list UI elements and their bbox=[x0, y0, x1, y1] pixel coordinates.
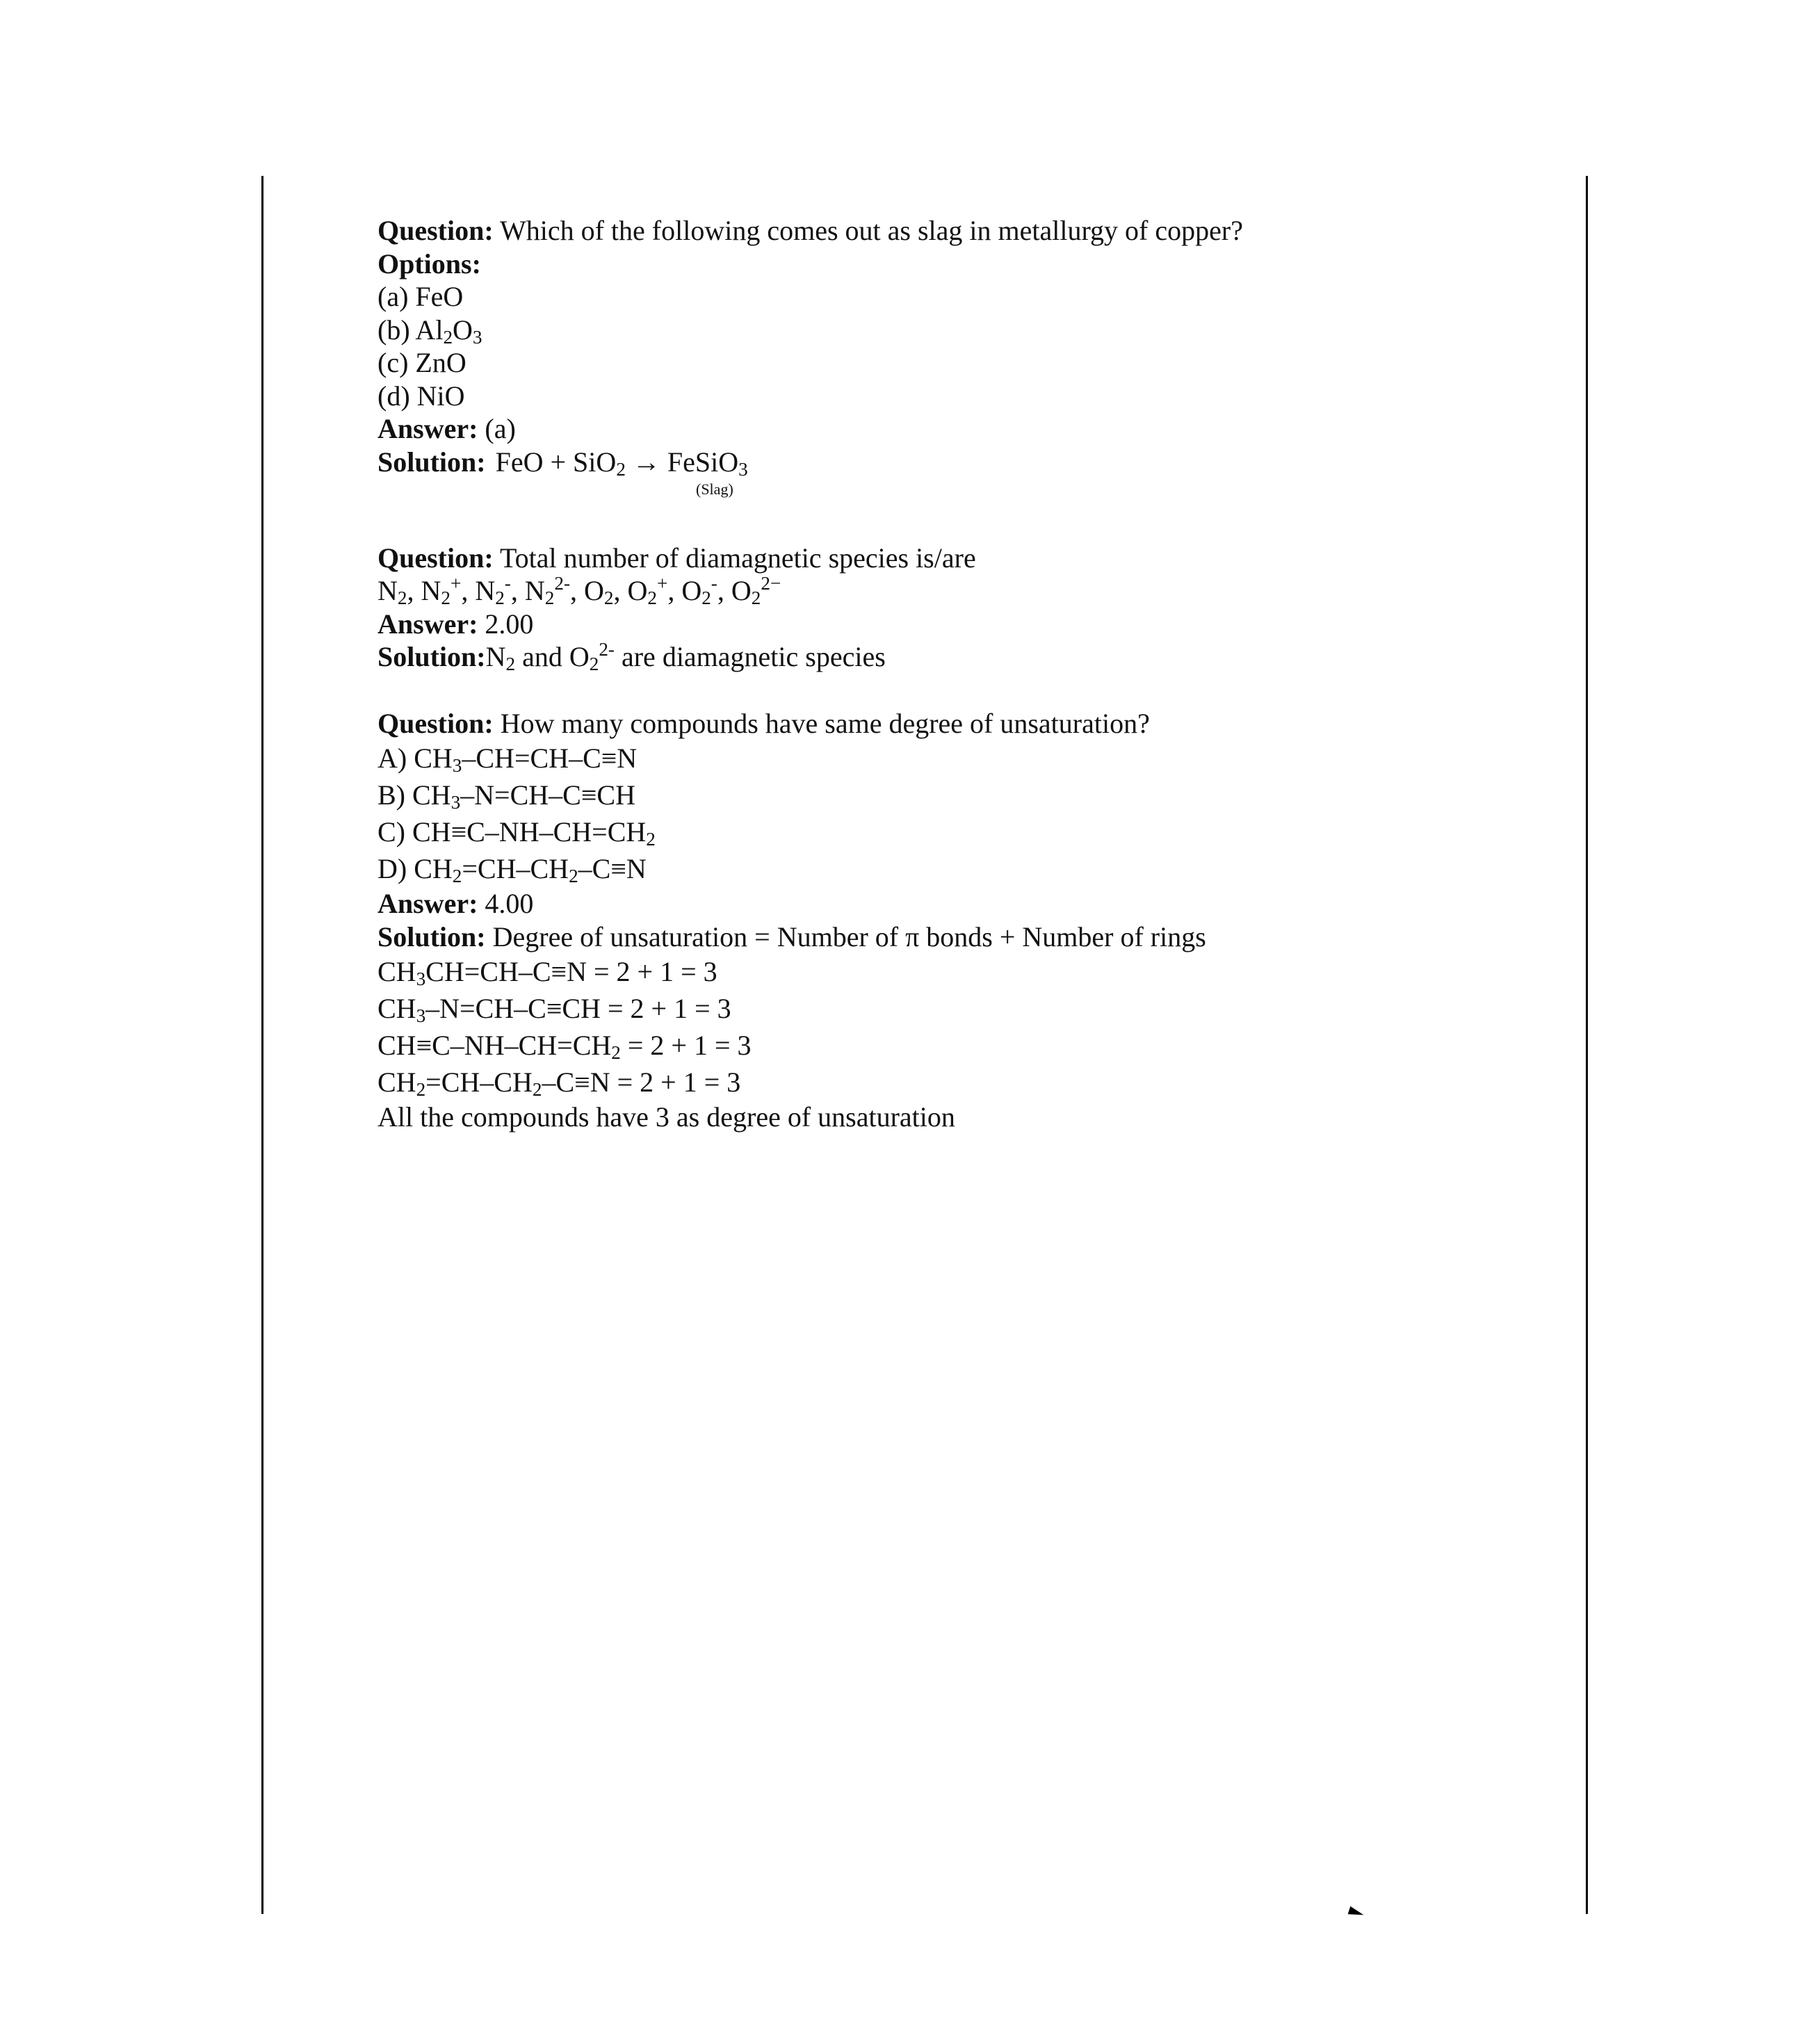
right-margin-rule bbox=[1586, 176, 1588, 1914]
q1-option-c: (c) ZnO bbox=[378, 347, 466, 378]
q1-slag-label: (Slag) bbox=[696, 480, 733, 498]
q1-solution-equation: FeO + SiO$_2$ → FeSiO$_3$ bbox=[495, 446, 748, 480]
species-item: $N_2^-$ bbox=[475, 573, 511, 608]
q1-answer: Answer: (a) bbox=[378, 413, 516, 444]
q3-compound-d: D) $CH_2=CH-CH_2-C\equiv N$ bbox=[378, 853, 647, 886]
species-item: $N_2$ bbox=[378, 575, 407, 608]
q2-question: Question: Total number of diamagnetic species is/are bbox=[378, 542, 976, 574]
q3-calc-4: $CH_2=CH-CH_2-C\equiv N = 2 + 1 = 3$ bbox=[378, 1066, 741, 1100]
q2-species-list: $N_2$, $N_2^+$, $N_2^-$, $N_2^{2-}$, $O_2$, $O_2^+$, $O_2^-$, $O_2^{2-}$ bbox=[378, 573, 781, 608]
q2-answer: Answer: 2.00 bbox=[378, 608, 534, 640]
q1-option-b: (b) $Al_2O_3$ bbox=[378, 314, 482, 348]
q1-question bbox=[378, 214, 1559, 248]
q1-option-d: (d) NiO bbox=[378, 380, 465, 412]
q3-calc-2: $CH_3-N=CH-C\equiv CH = 2 + 1 = 3$ bbox=[378, 993, 731, 1026]
left-margin-rule bbox=[261, 176, 263, 1914]
q1-question-text: Which of the following comes out as slag in metallurgy of copper? bbox=[493, 215, 1243, 246]
q3-compound-a: A) $CH_3-CH=CH-C\equiv N$ bbox=[378, 743, 638, 776]
q3-solution: Solution: Degree of unsaturation = Number of π bonds + Number of rings bbox=[378, 920, 1206, 952]
q3-answer: Answer: 4.00 bbox=[378, 888, 534, 919]
species-item: $O_2^{2-}$ bbox=[731, 573, 781, 608]
q3-calc-1: $CH_3CH=CH-C\equiv N = 2 + 1 = 3$ bbox=[378, 956, 717, 989]
q3-conclusion: All the compounds have 3 as degree of unsaturation bbox=[378, 1101, 955, 1133]
species-item: $O_2^-$ bbox=[681, 573, 717, 608]
q1-options-label: Options: bbox=[378, 248, 481, 279]
q3-question: Question: How many compounds have same degree of unsaturation? bbox=[378, 707, 1150, 739]
species-item: $O_2^+$ bbox=[627, 573, 668, 608]
species-item: $N_2^+$ bbox=[421, 573, 462, 608]
mouse-pointer-icon bbox=[1348, 1906, 1365, 1919]
q2-solution: $Solution:N_2$ and $O_2^{2-}$ are diamagnetic species bbox=[378, 639, 886, 674]
document-content bbox=[378, 214, 1559, 1134]
species-item: $N_2^{2-}$ bbox=[524, 573, 570, 608]
species-item: $O_2$ bbox=[584, 575, 614, 608]
q3-compound-c: C) $CH\equiv C-NH-CH=CH_2$ bbox=[378, 816, 656, 850]
q1-solution: Solution: FeO + SiO$_2$ → FeSiO$_3$ (Slag) bbox=[378, 446, 748, 498]
q3-compound-b: B) $CH_3-N=CH-C\equiv CH$ bbox=[378, 779, 635, 813]
q1-option-a: (a) FeO bbox=[378, 281, 464, 312]
q3-calc-3: $CH\equiv C-NH-CH=CH_2 = 2 + 1 = 3$ bbox=[378, 1030, 752, 1063]
q1-question-label: Question: bbox=[378, 215, 494, 246]
